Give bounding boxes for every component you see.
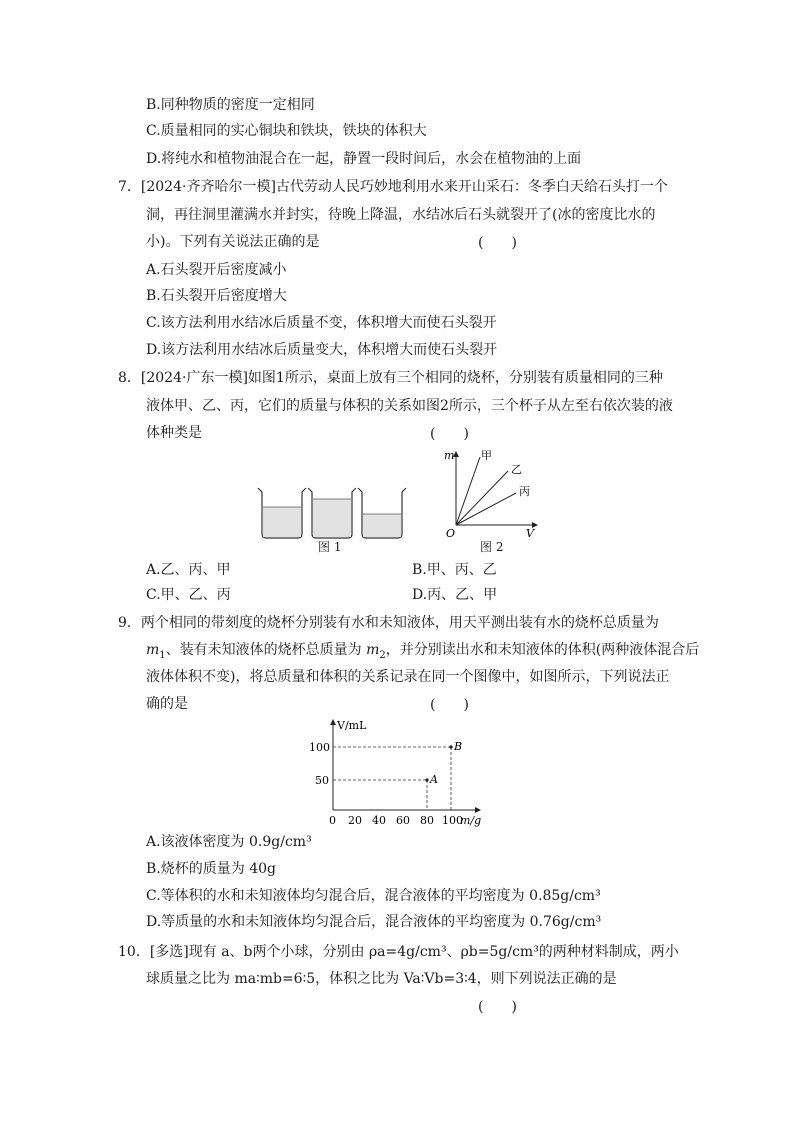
q8-figure-1-caption: 图 1 (318, 540, 342, 554)
q8-stem-line-1: 8．[2024·广东一模]如图1所示，桌面上放有三个相同的烧杯，分别装有质量相同的三种 (118, 370, 663, 386)
point-b (449, 745, 452, 748)
q10-stem-line-2: 球质量之比为 ma∶mb=6∶5，体积之比为 Va∶Vb=3∶4，则下列说法正确的是 (146, 971, 617, 987)
q8-option-b: B.甲、丙、乙 (412, 562, 497, 578)
x-axis-arrow (475, 807, 481, 813)
q7-option-b: B.石头裂开后密度增大 (146, 288, 287, 304)
label-jia: 甲 (481, 449, 492, 462)
x-tick-40: 40 (372, 814, 386, 827)
q7-stem-line-1: 7．[2024·齐齐哈尔一模]古代劳动人民巧妙地利用水来开山采石：冬季白天给石头打一个 (118, 179, 668, 195)
q10-stem-line-1: 10．[多选]现有 a、b两个小球，分别由 ρa=4g/cm³、ρb=5g/cm³的两种材料制成，两小 (118, 944, 679, 960)
x-tick-labels (348, 814, 463, 827)
y-tick-50: 50 (315, 774, 329, 787)
beaker-middle (308, 488, 356, 538)
q9-v-m-graph (305, 715, 505, 830)
q7-stem-line-3: 小)。下列有关说法正确的是 (146, 234, 320, 250)
q9-stem-line-3: 液体体积不变)，将总质量和体积的关系记录在同一个图像中，如图所示，下列说法正 (146, 669, 670, 685)
q9-option-a: A.该液体密度为 0.9g/cm³ (146, 834, 312, 850)
q9-option-b: B.烧杯的质量为 40g (146, 861, 276, 877)
q8-answer-paren: ( ) (430, 426, 469, 442)
x-axis-label: m/g (460, 814, 482, 827)
v-axis-label: V (526, 527, 534, 540)
beaker-left (258, 488, 306, 538)
y-axis-label: V/mL (337, 719, 367, 732)
q7-option-c: C.该方法利用水结冰后质量不变，体积增大而使石头裂开 (146, 315, 497, 331)
line-jia (456, 457, 480, 525)
q9-option-c: C.等体积的水和未知液体均匀混合后，混合液体的平均密度为 0.85g/cm³ (146, 888, 601, 904)
q6-option-d: D.将纯水和植物油混合在一起，静置一段时间后，水会在植物油的上面 (146, 151, 582, 167)
y-tick-100: 100 (309, 741, 330, 754)
q9-stem-line-2: $m_1$、装有未知液体的烧杯总质量为 $m_2$，并分别读出水和未知液体的体积(两种液体混合后 (146, 642, 700, 661)
point-a (425, 778, 428, 781)
line-bing (456, 493, 516, 525)
q8-figure-2-caption: 图 2 (480, 540, 504, 554)
q7-option-d: D.该方法利用水结冰后质量变大，体积增大而使石头裂开 (146, 342, 498, 358)
label-yi: 乙 (511, 463, 522, 476)
q10-answer-paren: ( ) (478, 999, 517, 1015)
q9-answer-paren: ( ) (430, 697, 469, 713)
q8-option-d: D.丙、乙、甲 (412, 587, 498, 603)
q8-stem-line-3: 体种类是 (146, 425, 202, 441)
q6-option-b: B.同种物质的密度一定相同 (146, 97, 315, 113)
q8-stem-line-2: 液体甲、乙、丙，它们的质量与体积的关系如图2所示，三个杯子从左至右依次装的液 (146, 398, 673, 414)
m-axis-label: m (444, 449, 455, 462)
q9-stem-line-1: 9．两个相同的带刻度的烧杯分别装有水和未知液体，用天平测出装有水的烧杯总质量为 (118, 615, 659, 631)
x-tick-80: 80 (420, 814, 434, 827)
point-a-label: A (430, 773, 438, 786)
q9-option-d: D.等质量的水和未知液体均匀混合后，混合液体的平均密度为 0.76g/cm³ (146, 914, 602, 930)
q7-answer-paren: ( ) (478, 235, 517, 251)
q6-option-c: C.质量相同的实心铜块和铁块，铁块的体积大 (146, 123, 427, 139)
origin-label: O (446, 527, 456, 540)
y-axis-arrow (330, 719, 336, 725)
q9-stem-line-4: 确的是 (146, 696, 188, 712)
origin-label: 0 (329, 814, 336, 827)
label-bing: 丙 (519, 485, 530, 498)
beaker-right (358, 488, 406, 538)
q7-stem-line-2: 洞，再往洞里灌满水并封实，待晚上降温，水结冰后石头就裂开了(冰的密度比水的 (146, 207, 656, 223)
point-b-label: B (454, 740, 463, 753)
q8-figure-2-graph (440, 445, 550, 545)
q7-option-a: A.石头裂开后密度减小 (146, 262, 287, 278)
q8-option-c: C.甲、乙、丙 (146, 587, 231, 603)
x-tick-60: 60 (396, 814, 410, 827)
x-tick-100: 100 (442, 814, 463, 827)
line-yi (456, 471, 508, 525)
x-tick-20: 20 (348, 814, 362, 827)
q8-option-a: A.乙、丙、甲 (146, 562, 231, 578)
